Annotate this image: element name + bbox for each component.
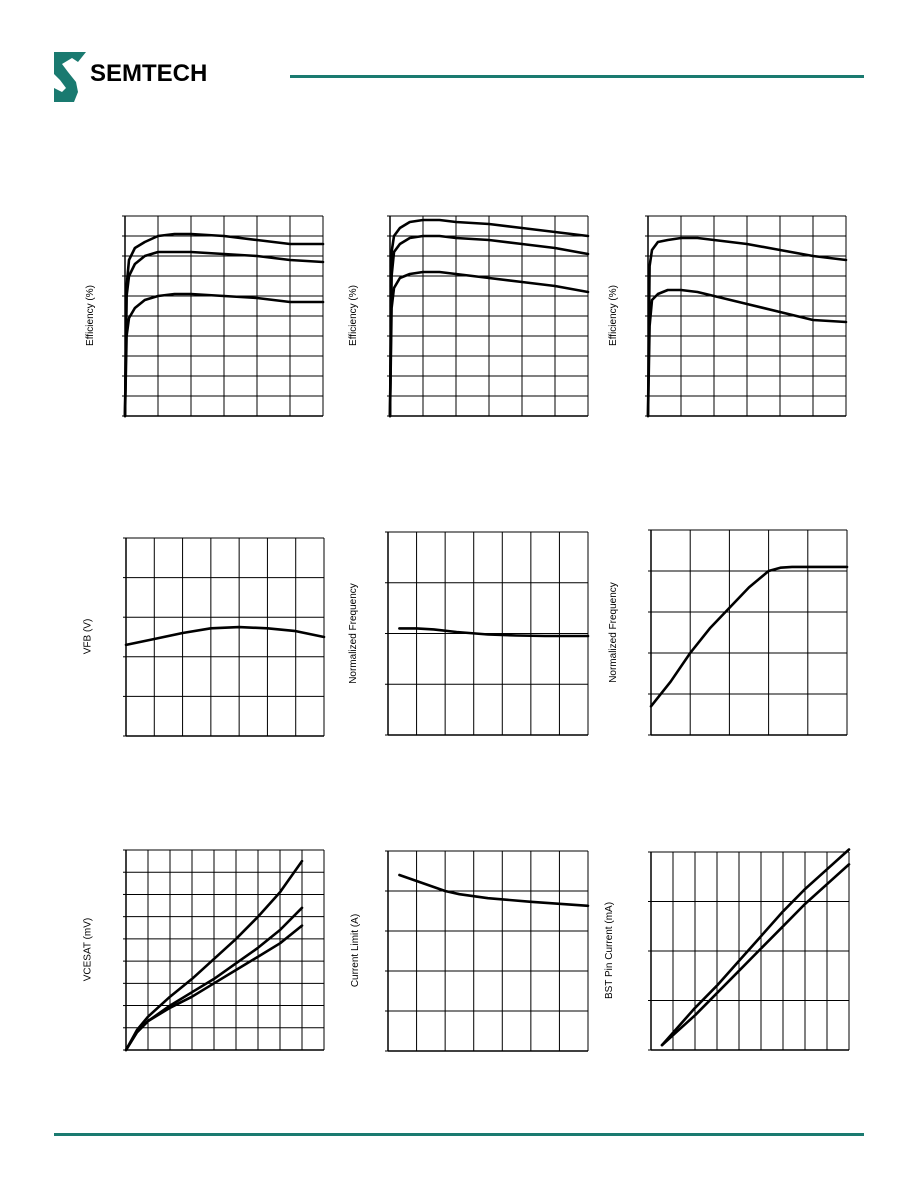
efficiency-2-ylabel: Efficiency (%)	[347, 285, 359, 346]
chart-efficiency-1-plot	[70, 200, 340, 430]
header-rule	[290, 75, 864, 78]
current-limit-ylabel: Current Limit (A)	[349, 913, 361, 988]
chart-norm-freq-1	[335, 520, 605, 755]
chart-efficiency-3-plot	[595, 200, 865, 430]
chart-norm-freq-2	[595, 520, 865, 755]
efficiency-3-ylabel: Efficiency (%)	[607, 285, 619, 346]
norm-freq-2-ylabel: Normalized Frequency	[607, 581, 619, 683]
norm-freq-1-ylabel: Normalized Frequency	[347, 582, 359, 684]
page-header	[0, 0, 918, 110]
chart-efficiency-2-plot	[335, 200, 605, 430]
chart-efficiency-3	[595, 200, 865, 435]
efficiency-1-ylabel: Efficiency (%)	[84, 285, 96, 346]
chart-efficiency-1	[70, 200, 340, 435]
chart-bst-current-plot	[595, 835, 865, 1065]
chart-norm-freq-2-plot	[595, 520, 865, 750]
brand-wordmark: SEMTECH	[90, 60, 208, 87]
efficiency-1-grid	[122, 216, 323, 416]
chart-vfb-plot	[70, 520, 340, 750]
norm-freq-2-series-0-line	[651, 567, 847, 706]
chart-vfb	[70, 520, 340, 755]
bst-current-series-0-line	[662, 850, 849, 1046]
chart-efficiency-2	[335, 200, 605, 435]
chart-current-limit-plot	[335, 835, 605, 1065]
bst-current-series-1-line	[662, 864, 849, 1045]
chart-bst-current	[595, 835, 865, 1070]
chart-current-limit	[335, 835, 605, 1070]
chart-vcesat	[70, 835, 340, 1070]
vfb-ylabel: VFB (V)	[82, 618, 94, 655]
chart-vcesat-plot	[70, 835, 340, 1065]
footer-rule	[54, 1133, 864, 1136]
chart-norm-freq-1-plot	[335, 520, 605, 750]
bst-current-ylabel: BST Pin Current (mA)	[603, 901, 615, 1000]
vfb-series-0-line	[126, 627, 324, 645]
efficiency-3-grid	[645, 216, 846, 416]
vfb-grid	[123, 538, 324, 736]
vcesat-ylabel: VCESAT (mV)	[82, 917, 94, 982]
efficiency-2-grid	[387, 216, 588, 416]
norm-freq-2-grid	[648, 530, 847, 735]
